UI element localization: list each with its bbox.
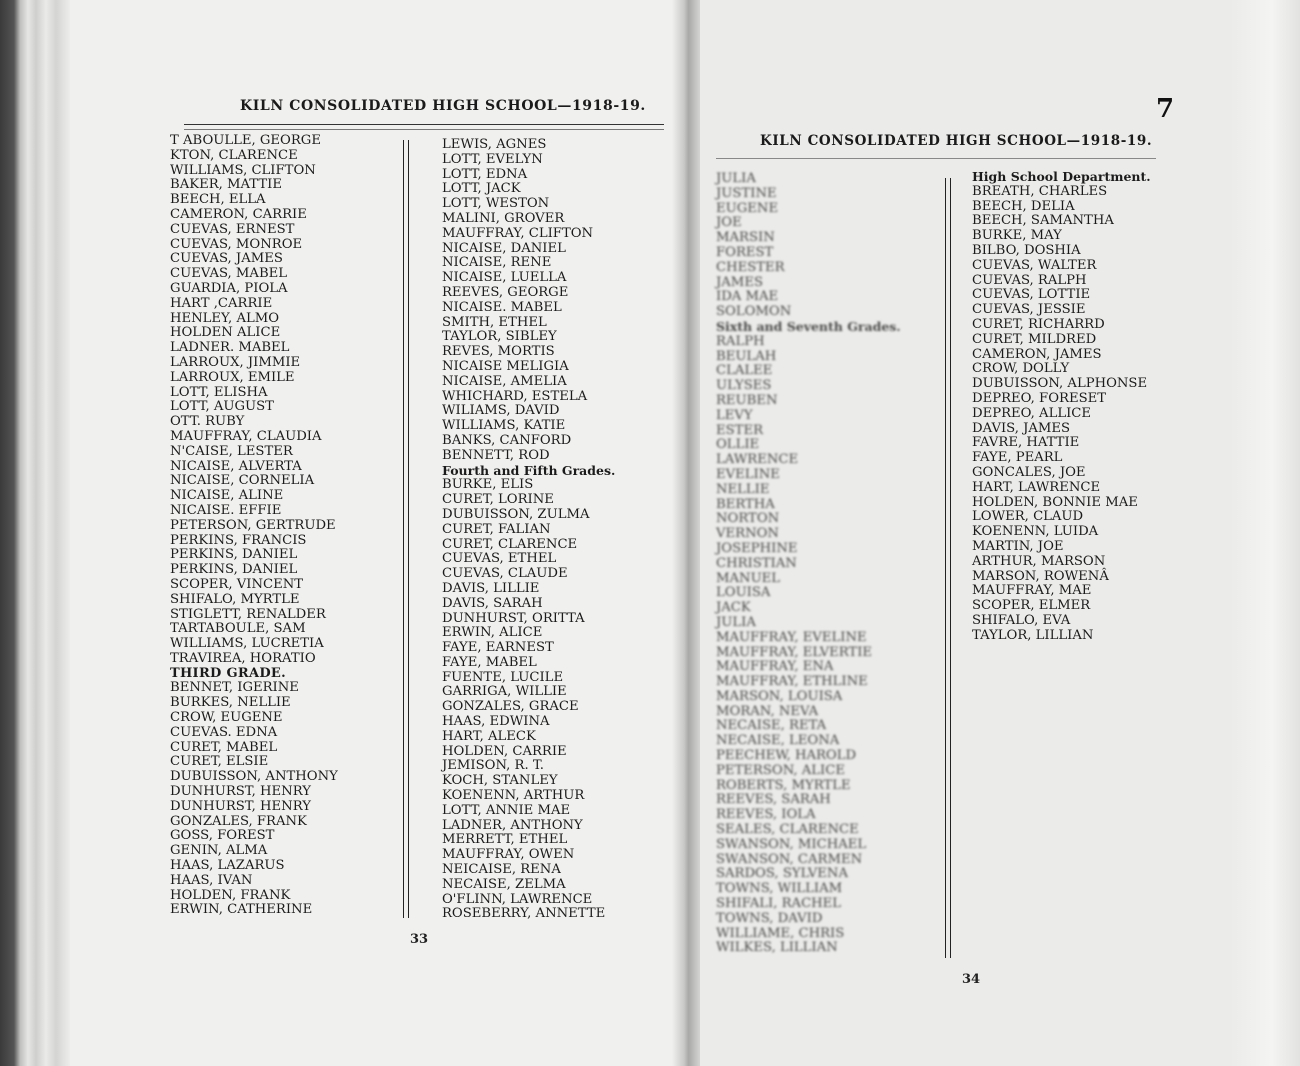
section-heading: High School Department. <box>972 169 1151 184</box>
student-name: CURET, MABEL <box>170 739 278 755</box>
student-name: IDA MAE <box>716 289 779 305</box>
student-name: SWANSON, CARMEN <box>716 851 863 867</box>
student-name: HOLDEN, CARRIE <box>442 743 567 759</box>
student-name: MARSIN <box>716 230 775 246</box>
student-name: LOTT, EVELYN <box>442 151 543 167</box>
student-name: DUNHURST, HENRY <box>170 784 311 800</box>
student-name: ULYSES <box>716 378 772 394</box>
student-name: SHIFALI, RACHEL <box>716 896 842 912</box>
student-name: SCOPER, ELMER <box>972 598 1091 614</box>
student-name: TOWNS, WILLIAM <box>716 881 843 897</box>
student-name: MERRETT, ETHEL <box>442 832 568 848</box>
student-name: JOE <box>716 215 742 231</box>
student-name: TAYLOR, SIBLEY <box>442 329 557 345</box>
student-name: CUEVAS. EDNA <box>170 724 278 740</box>
student-name: SMITH, ETHEL <box>442 314 547 330</box>
student-name: NORTON <box>716 511 780 527</box>
student-name: ERWIN, CATHERINE <box>170 902 313 918</box>
student-name: WILKES, LILLIAN <box>716 940 838 956</box>
student-name: NICAISE, AMELIA <box>442 373 567 389</box>
student-name: HAAS, IVAN <box>170 872 253 888</box>
student-name: PETERSON, GERTRUDE <box>170 517 336 533</box>
student-name: FAYE, EARNEST <box>442 640 554 656</box>
student-name: JOSEPHINE <box>716 540 798 556</box>
student-name: MAUFFRAY, ETHLINE <box>716 674 868 690</box>
student-name: DAVIS, SARAH <box>442 595 543 611</box>
student-name: LOTT, WESTON <box>442 196 550 212</box>
student-name: LOWER, CLAUD <box>972 509 1084 525</box>
student-name: DUBUISSON, ANTHONY <box>170 769 338 785</box>
student-name: JACK <box>716 600 751 616</box>
student-name: LOTT, JACK <box>442 181 521 197</box>
left-column-1 <box>170 134 338 918</box>
student-name: CAMERON, JAMES <box>972 346 1102 362</box>
student-name: DAVIS, JAMES <box>972 420 1071 436</box>
student-name: SOLOMON <box>716 304 792 320</box>
student-name: CURET, MILDRED <box>972 331 1097 347</box>
student-name: TARTABOULE, SAM <box>170 621 306 637</box>
student-name: GENIN, ALMA <box>170 843 268 859</box>
right-header-rule <box>716 158 1156 159</box>
student-name: NECAISE, LEONA <box>716 733 840 749</box>
student-name: FAYE, PEARL <box>972 450 1063 466</box>
student-name: HOLDEN, FRANK <box>170 887 291 903</box>
student-name: ROSEBERRY, ANNETTE <box>442 906 606 922</box>
student-name: BREATH, CHARLES <box>972 183 1108 199</box>
student-name: MALINI, GROVER <box>442 210 565 226</box>
student-name: MAUFFRAY, MAE <box>972 583 1092 599</box>
page-edges-right <box>1230 0 1300 1066</box>
student-name: OTT. RUBY <box>170 414 245 430</box>
student-name: BENNETT, ROD <box>442 447 550 463</box>
student-name: NELLIE <box>716 481 770 497</box>
student-name: NECAISE, ZELMA <box>442 876 566 892</box>
student-name: FAYE, MABEL <box>442 654 537 670</box>
left-header-rule-2 <box>184 129 664 130</box>
student-name: GONCALES, JOE <box>972 464 1086 480</box>
right-column-2 <box>972 170 1151 644</box>
corner-handwritten-mark: 7 <box>1156 94 1175 124</box>
student-name: BILBO, DOSHIA <box>972 242 1081 258</box>
student-name: PEECHEW, HAROLD <box>716 748 857 764</box>
student-name: STIGLETT, RENALDER <box>170 606 326 622</box>
student-name: BEECH, SAMANTHA <box>972 213 1114 229</box>
student-name: NICAISE. EFFIE <box>170 502 282 518</box>
student-name: DEPREO, FORESET <box>972 390 1107 406</box>
student-name: DUBUISSON, ZULMA <box>442 506 590 522</box>
student-name: CUEVAS, MABEL <box>170 266 288 282</box>
student-name: CURET, ELSIE <box>170 754 269 770</box>
left-page-header: KILN CONSOLIDATED HIGH SCHOOL—1918-19. <box>240 98 646 114</box>
student-name: LADNER, ANTHONY <box>442 817 583 833</box>
student-name: DAVIS, LILLIE <box>442 580 540 596</box>
student-name: SWANSON, MICHAEL <box>716 836 867 852</box>
student-name: HAAS, EDWINA <box>442 714 550 730</box>
student-name: MANUEL <box>716 570 781 586</box>
student-name: SEALES, CLARENCE <box>716 822 859 838</box>
student-name: BEECH, ELLA <box>170 192 266 208</box>
section-heading: THIRD GRADE. <box>170 665 286 681</box>
student-name: REEVES, GEORGE <box>442 284 569 300</box>
student-name: NICAISE, LUELLA <box>442 270 567 286</box>
student-name: GUARDIA, PIOLA <box>170 280 288 296</box>
student-name: FAVRE, HATTIE <box>972 435 1080 451</box>
student-name: VERNON <box>716 526 779 542</box>
student-name: T ABOULLE, GEORGE <box>170 133 321 148</box>
student-name: BAKER, MATTIE <box>170 177 282 193</box>
right-column-divider <box>945 178 951 958</box>
student-name: WILLIAMS, LUCRETIA <box>170 636 324 652</box>
student-name: MAUFFRAY, CLIFTON <box>442 225 594 241</box>
student-name: FOREST <box>716 244 774 260</box>
student-name: LEVY <box>716 407 753 423</box>
student-name: LOUISA <box>716 585 771 601</box>
student-name: CUEVAS, JAMES <box>170 251 283 267</box>
student-name: BEECH, DELIA <box>972 198 1075 214</box>
student-name: GONZALES, FRANK <box>170 813 307 829</box>
student-name: LOTT, AUGUST <box>170 399 274 415</box>
student-name: CUEVAS, MONROE <box>170 236 303 252</box>
student-name: MAUFFRAY, OWEN <box>442 847 575 863</box>
student-name: BERTHA <box>716 496 775 512</box>
student-name: CURET, FALIAN <box>442 521 551 537</box>
student-name: HOLDEN, BONNIE MAE <box>972 494 1138 510</box>
student-name: NICAISE, ALVERTA <box>170 458 302 474</box>
student-name: BURKE, ELIS <box>442 477 534 493</box>
student-name: NICAISE. MABEL <box>442 299 562 315</box>
left-page-number: 33 <box>410 932 429 947</box>
student-name: O'FLINN, LAWRENCE <box>442 891 593 907</box>
student-name: KOENENN, LUIDA <box>972 524 1099 540</box>
student-name: HART, LAWRENCE <box>972 479 1101 495</box>
student-name: MAUFFRAY, CLAUDIA <box>170 428 322 444</box>
student-name: PERKINS, DANIEL <box>170 562 298 578</box>
section-heading: Sixth and Seventh Grades. <box>716 318 901 334</box>
student-name: SHIFALO, EVA <box>972 612 1071 628</box>
student-name: NICAISE, RENE <box>442 255 552 271</box>
student-name: NICAISE MELIGIA <box>442 358 569 374</box>
student-name: TOWNS, DAVID <box>716 910 823 926</box>
student-name: NEICAISE, RENA <box>442 862 561 878</box>
student-name: EVELINE <box>716 466 780 482</box>
student-name: REEVES, IOLA <box>716 807 816 823</box>
right-page-header: KILN CONSOLIDATED HIGH SCHOOL—1918-19. <box>760 133 1153 149</box>
student-name: REEVES, SARAH <box>716 792 831 808</box>
student-name: CURET, RICHARRD <box>972 316 1105 332</box>
student-name: KOCH, STANLEY <box>442 773 558 789</box>
student-name: BENNET, IGERINE <box>170 680 299 696</box>
student-name: LADNER. MABEL <box>170 340 290 356</box>
student-name: MARSON, ROWENÂ <box>972 568 1109 584</box>
student-name: CURET, LORINE <box>442 492 554 508</box>
student-name: BURKES, NELLIE <box>170 695 291 711</box>
student-name: MARSON, LOUISA <box>716 688 843 704</box>
student-name: DEPREO, ALLICE <box>972 405 1092 421</box>
student-name: NECAISE, RETA <box>716 718 827 734</box>
student-name: FUENTE, LUCILE <box>442 669 564 685</box>
student-name: LARROUX, JIMMIE <box>170 354 301 370</box>
student-name: SCOPER, VINCENT <box>170 576 304 592</box>
student-name: CHRISTIAN <box>716 555 797 571</box>
student-name: CROW, EUGENE <box>170 710 283 726</box>
student-name: JUSTINE <box>716 185 777 201</box>
student-name: HAAS, LAZARUS <box>170 858 285 874</box>
student-name: PERKINS, FRANCIS <box>170 532 307 548</box>
student-name: CUEVAS, CLAUDE <box>442 566 568 582</box>
left-column-divider <box>403 140 409 918</box>
student-name: MAUFFRAY, ELVERTIE <box>716 644 873 660</box>
student-name: CAMERON, CARRIE <box>170 206 307 222</box>
student-name: CUEVAS, LOTTIE <box>972 287 1091 303</box>
student-name: REUBEN <box>716 392 778 408</box>
student-name: BANKS, CANFORD <box>442 432 572 448</box>
student-name: NICAISE, DANIEL <box>442 240 566 256</box>
book-gutter <box>672 0 702 1066</box>
student-name: HOLDEN ALICE <box>170 325 281 341</box>
student-name: ARTHUR, MARSON <box>972 553 1106 569</box>
student-name: WHICHARD, ESTELA <box>442 388 588 404</box>
student-name: PETERSON, ALICE <box>716 762 845 778</box>
student-name: WILIAMS, DAVID <box>442 403 560 419</box>
student-name: HART ,CARRIE <box>170 295 273 311</box>
student-name: CROW, DOLLY <box>972 361 1070 377</box>
right-column-1 <box>716 172 901 956</box>
page-edges-left <box>0 0 70 1066</box>
student-name: DUBUISSON, ALPHONSE <box>972 376 1148 392</box>
student-name: TAYLOR, LILLIAN <box>972 627 1094 643</box>
student-name: MAUFFRAY, ENA <box>716 659 834 675</box>
student-name: BURKE, MAY <box>972 228 1062 244</box>
student-name: CLALEE <box>716 363 773 379</box>
student-name: GONZALES, GRACE <box>442 699 579 715</box>
student-name: SHIFALO, MYRTLE <box>170 591 300 607</box>
student-name: DUNHURST, HENRY <box>170 798 311 814</box>
student-name: LEWIS, AGNES <box>442 137 547 152</box>
student-name: WILLIAMS, CLIFTON <box>170 162 316 178</box>
student-name: CUEVAS, WALTER <box>972 257 1097 273</box>
student-name: GOSS, FOREST <box>170 828 275 844</box>
student-name: LAWRENCE <box>716 452 799 468</box>
student-name: JAMES <box>716 274 763 290</box>
student-name: NICAISE, CORNELIA <box>170 473 315 489</box>
student-name: ERWIN, ALICE <box>442 625 543 641</box>
student-name: N'CAISE, LESTER <box>170 443 293 459</box>
student-name: BEULAH <box>716 348 777 364</box>
student-name: GARRIGA, WILLIE <box>442 684 567 700</box>
student-name: MORAN, NEVA <box>716 703 819 719</box>
student-name: WILLIAME, CHRIS <box>716 925 845 941</box>
student-name: CUEVAS, JESSIE <box>972 302 1086 318</box>
student-name: CUEVAS, RALPH <box>972 272 1087 288</box>
student-name: JULIA <box>716 171 756 186</box>
student-name: JEMISON, R. T. <box>442 758 544 774</box>
student-name: NICAISE, ALINE <box>170 488 284 504</box>
student-name: RALPH <box>716 333 765 349</box>
section-heading: Fourth and Fifth Grades. <box>442 462 616 478</box>
student-name: LOTT, EDNA <box>442 166 528 182</box>
student-name: EUGENE <box>716 200 779 216</box>
right-page-number: 34 <box>962 972 981 987</box>
student-name: ESTER <box>716 422 764 438</box>
student-name: CURET, CLARENCE <box>442 536 578 552</box>
student-name: REVES, MORTIS <box>442 344 555 360</box>
student-name: MAUFFRAY, EVELINE <box>716 629 867 645</box>
student-name: LOTT, ANNIE MAE <box>442 802 571 818</box>
student-name: JULIA <box>716 614 756 630</box>
left-header-rule <box>184 124 664 125</box>
student-name: HART, ALECK <box>442 728 536 744</box>
student-name: CUEVAS, ERNEST <box>170 221 295 237</box>
student-name: ROBERTS, MYRTLE <box>716 777 851 793</box>
student-name: LOTT, ELISHA <box>170 384 268 400</box>
student-name: KOENENN, ARTHUR <box>442 788 585 804</box>
student-name: PERKINS, DANIEL <box>170 547 298 563</box>
student-name: DUNHURST, ORITTA <box>442 610 585 626</box>
student-name: HENLEY, ALMO <box>170 310 280 326</box>
student-name: KTON, CLARENCE <box>170 147 298 163</box>
student-name: LARROUX, EMILE <box>170 369 295 385</box>
student-name: MARTIN, JOE <box>972 538 1064 554</box>
student-name: TRAVIREA, HORATIO <box>170 650 316 666</box>
student-name: CHESTER <box>716 259 785 275</box>
student-name: OLLIE <box>716 437 760 453</box>
student-name: CUEVAS, ETHEL <box>442 551 557 567</box>
student-name: WILLIAMS, KATIE <box>442 418 566 434</box>
left-column-2 <box>442 138 615 922</box>
student-name: SARDOS, SYLVENA <box>716 866 848 882</box>
